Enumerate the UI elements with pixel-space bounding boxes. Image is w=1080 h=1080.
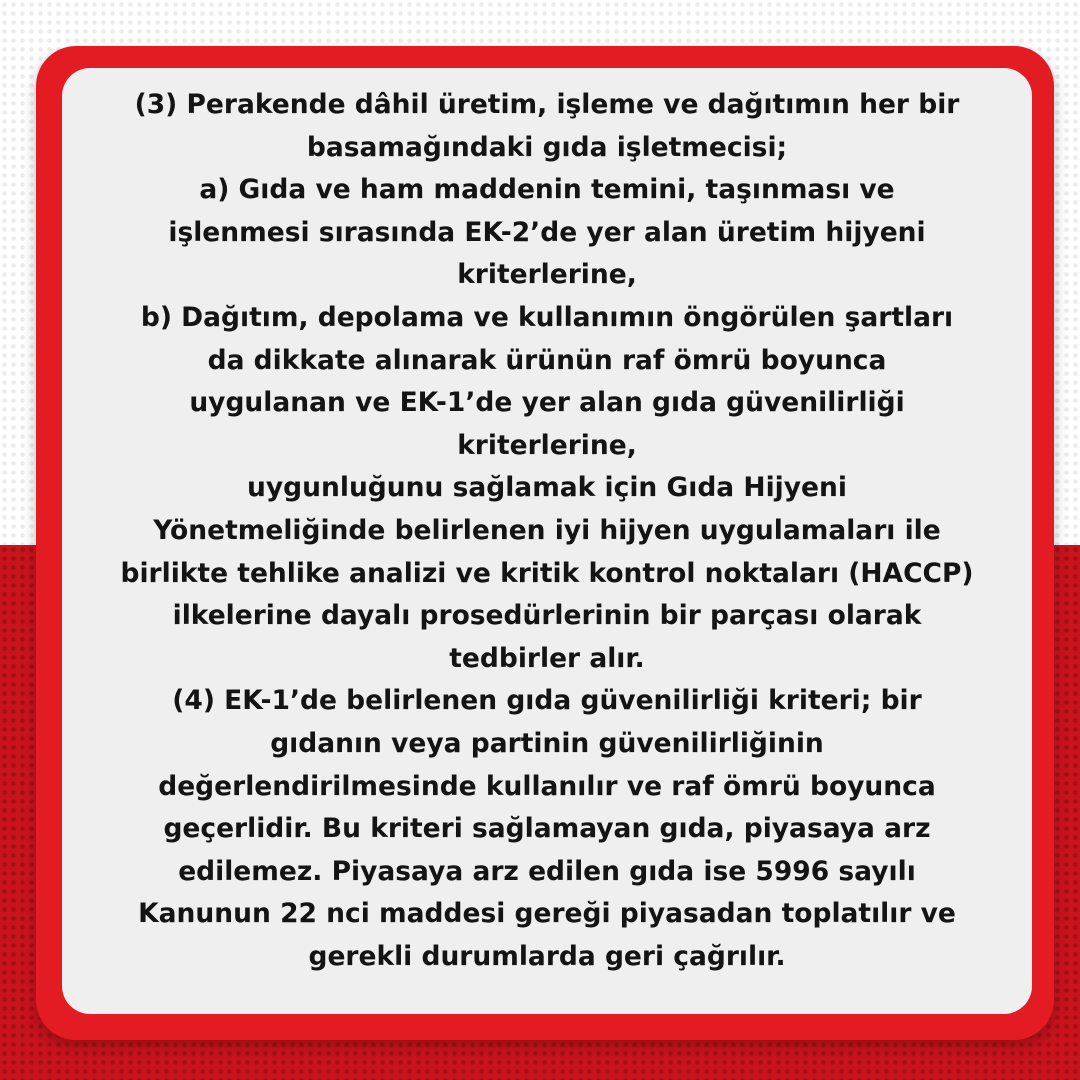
text-line: geçerlidir. Bu kriteri sağlamayan gıda, piyasaya arz — [163, 813, 931, 845]
regulation-text — [62, 84, 1032, 978]
text-line: edilemez. Piyasaya arz edilen gıda ise 5996 sayılı — [178, 855, 916, 887]
text-line: değerlendirilmesinde kullanılır ve raf ömrü boyunca — [158, 770, 936, 802]
text-line: işlenmesi sırasında EK-2’de yer alan üretim hijyeni — [168, 216, 926, 248]
text-line: gerekli durumlarda geri çağrılır. — [308, 940, 786, 972]
text-line: tedbirler alır. — [449, 642, 645, 674]
text-line: a) Gıda ve ham maddenin temini, taşınması ve — [199, 174, 895, 206]
text-line: (3) Perakende dâhil üretim, işleme ve dağıtımın her bir — [134, 89, 960, 120]
text-line: kriterlerine, — [457, 259, 637, 291]
text-line: uygulanan ve EK-1’de yer alan gıda güvenilirliği — [189, 387, 905, 419]
text-line: gıdanın veya partinin güvenilirliğinin — [270, 727, 824, 759]
text-line: kriterlerine, — [457, 429, 637, 461]
text-line: basamağındaki gıda işletmecisi; — [306, 131, 788, 163]
text-line: ilkelerine dayalı prosedürlerinin bir parçası olarak — [172, 600, 922, 632]
text-line: Yönetmeliğinde belirlenen iyi hijyen uygulamaları ile — [153, 514, 941, 546]
text-line: Kanunun 22 nci maddesi gereği piyasadan toplatılır ve — [138, 898, 956, 930]
text-line: birlikte tehlike analizi ve kritik kontrol noktaları (HACCP) — [120, 557, 974, 589]
text-line: b) Dağıtım, depolama ve kullanımın öngörülen şartları — [140, 301, 954, 333]
text-line: (4) EK-1’de belirlenen gıda güvenilirliği kriteri; bir — [172, 685, 922, 717]
text-line: uygunluğunu sağlamak için Gıda Hijyeni — [247, 472, 847, 504]
text-line: da dikkate alınarak ürünün raf ömrü boyunca — [207, 344, 887, 376]
